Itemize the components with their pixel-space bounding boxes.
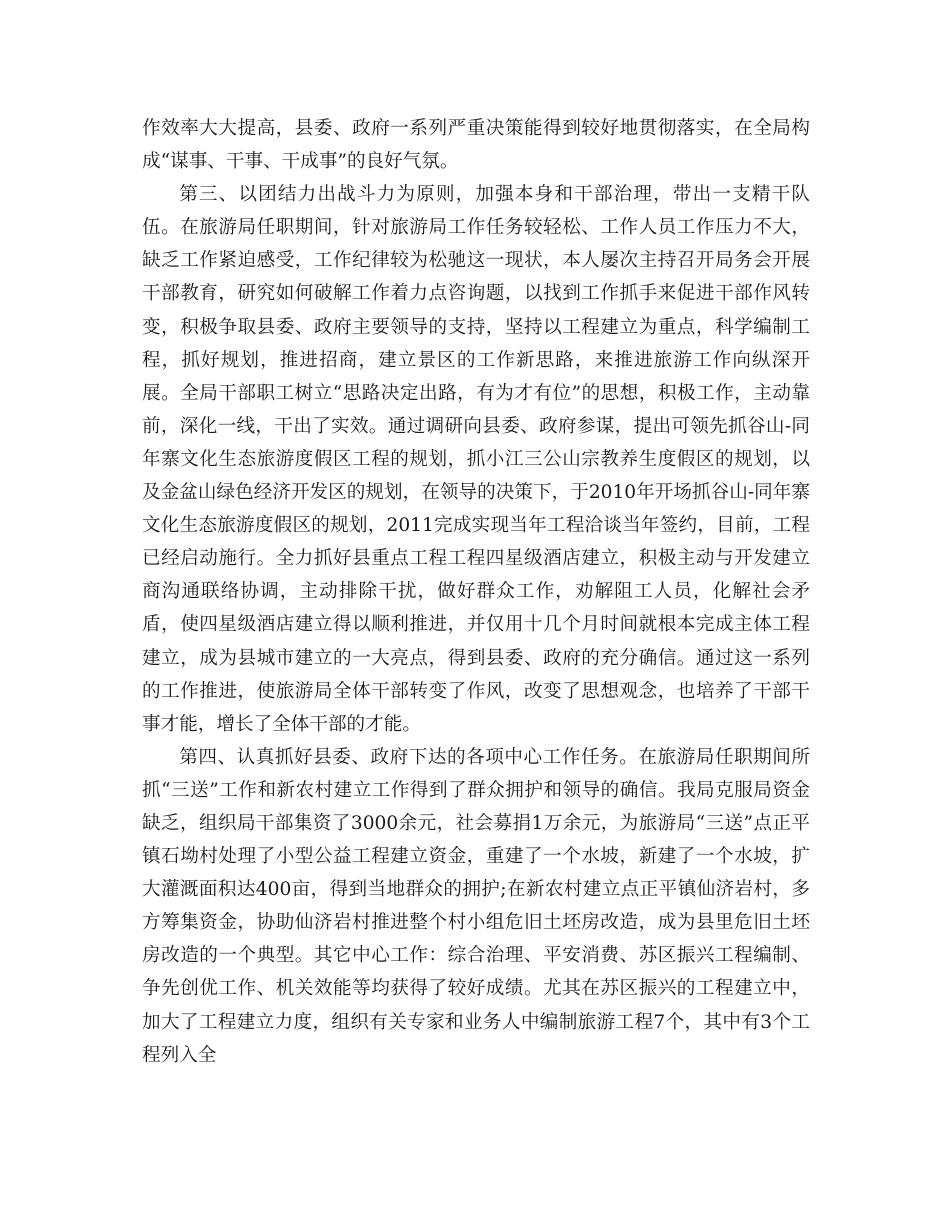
paragraph-1: 作效率大大提高，县委、政府一系列严重决策能得到较好地贯彻落实，在全局构成“谋事、干事、干成事”的良好气氛。 — [142, 118, 810, 173]
document-page — [142, 112, 810, 1072]
paragraph-2: 第三、以团结力出战斗力为原则，加强本身和干部治理，带出一支精干队伍。在旅游局任职期间，针对旅游局工作任务较轻松、工作人员工作压力不大，缺乏工作紧迫感受，工作纪律较为松驰这一现状，本人屡次主持召开局务会开展干部教育，研究如何破解工作着力点咨询题，以找到工作抓手来促进干部作风转变，积极争取县委、政府主要领导的支持，坚持以工程建立为重点，科学编制工程，抓好规划，推进招商，建立景区的工作新思路，来推进旅游工作向纵深开展。全局干部职工树立“思路决定出路，有为才有位”的思想，积极工作，主动靠前，深化一线，干出了实效。通过调研向县委、政府参谋，提出可领先抓谷山-同年寨文化生态旅游度假区工程的规划，抓小江三公山宗教养生度假区的规划，以及金盆山绿色经济开发区的规划，在领导的决策下，于2010年开场抓谷山-同年寨文化生态旅游度假区的规划，2011完成实现当年工程洽谈当年签约，目前，工程已经启动施行。全力抓好县重点工程工程四星级酒店建立，积极主动与开发建立商沟通联络协调，主动排除干扰，做好群众工作，劝解阻工人员，化解社会矛盾，使四星级酒店建立得以顺利推进，并仅用十几个月时间就根本完成主体工程建立，成为县城市建立的一大亮点，得到县委、政府的充分确信。通过这一系列的工作推进，使旅游局全体干部转变了作风，改变了思想观念，也培养了干部干事才能，增长了全体干部的才能。 — [142, 184, 810, 735]
paragraph-3: 第四、认真抓好县委、政府下达的各项中心工作任务。在旅游局任职期间所抓“三送”工作和新农村建立工作得到了群众拥护和领导的确信。我局克服局资金缺乏，组织局干部集资了3000余元，社会募捐1万余元，为旅游局“三送”点正平镇石坳村处理了小型公益工程建立资金，重建了一个水坡，新建了一个水坡，扩大灌溉面积达400亩，得到当地群众的拥护;在新农村建立点正平镇仙济岩村，多方筹集资金，协助仙济岩村推进整个村小组危旧土坯房改造，成为县里危旧土坯房改造的一个典型。其它中心工作：综合治理、平安消费、苏区振兴工程编制、争先创优工作、机关效能等均获得了较好成绩。尤其在苏区振兴的工程建立中，加大了工程建立力度，组织有关专家和业务人中编制旅游工程7个，其中有3个工程列入全 — [142, 746, 810, 1066]
